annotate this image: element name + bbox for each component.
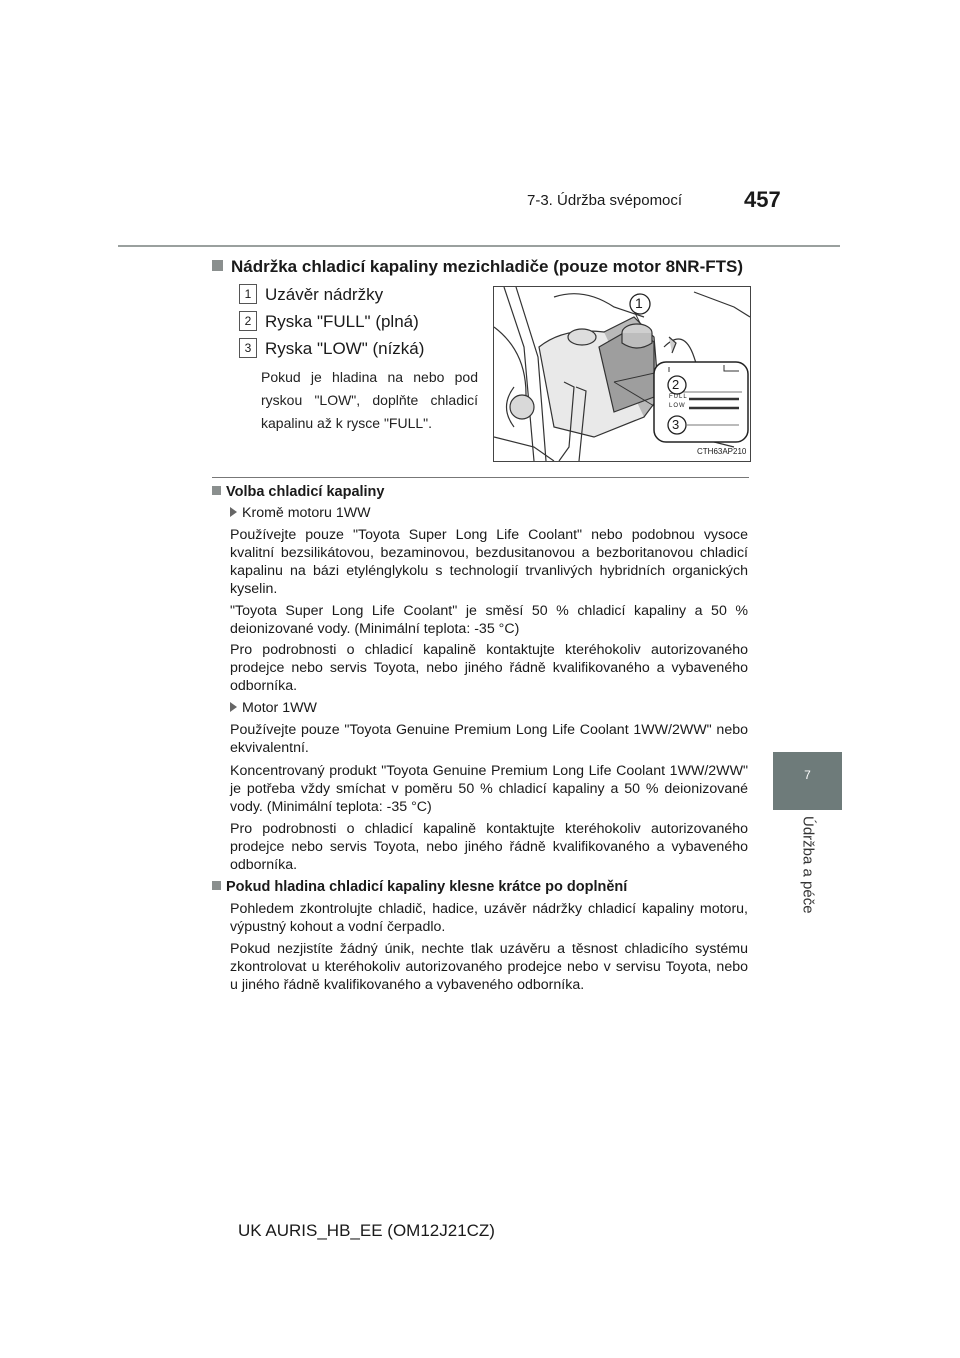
chapter-tab-number: 7 — [804, 768, 811, 782]
running-header-section: 7-3. Údržba svépomocí — [527, 192, 683, 209]
square-bullet-icon — [212, 486, 221, 495]
legend-item-2 — [239, 311, 419, 332]
legend-label-2: Ryska "FULL" (plná) — [265, 312, 419, 331]
legend-number-2: 2 — [239, 311, 257, 331]
chapter-tab-label: Údržba a péče — [799, 816, 816, 914]
level-drop-heading: Pokud hladina chladicí kapaliny klesne krátce po doplnění — [212, 879, 627, 895]
legend-item-3 — [239, 338, 424, 359]
legend-number-3: 3 — [239, 338, 257, 358]
figure-callout-2: 2 — [672, 377, 680, 392]
case1-label: Kromě motoru 1WW — [230, 505, 371, 521]
square-bullet-icon — [212, 881, 221, 890]
level-drop-paragraph-2: Pokud nezjistíte žádný únik, nechte tlak uzávěru a těsnost chladicího systému zkontrolovat u kteréhokoliv autorizovaného prodejce nebo v servisu Toyota, nebo u jiného řádně kvalifikovaného a vybaveného odborníka. — [230, 941, 748, 993]
case2-label: Motor 1WW — [230, 700, 317, 716]
coolant-choice-heading: Volba chladicí kapaliny — [212, 484, 384, 500]
legend-item-1 — [239, 284, 383, 305]
case1-paragraph-1: Používejte pouze "Toyota Super Long Life Coolant" nebo podobnou vysoce kvalitní bezsilikátovou, bezaminovou, bezdusitanovou a bezboritanovou chladicí kapalinu na bázi etylénglykolu s technologií trvanlivých hybridních organických kyselin. — [230, 527, 748, 597]
legend-label-3: Ryska "LOW" (nízká) — [265, 339, 425, 358]
case2-paragraph-2: Koncentrovaný produkt "Toyota Genuine Premium Long Life Coolant 1WW/2WW" je potřeba vždy smíchat v poměru 50 % chladicí kapaliny a 50 % deionizované vody. (Minimální teplota: -35 °C) — [230, 763, 748, 815]
legend-label-1: Uzávěr nádržky — [265, 285, 384, 304]
figure-code: CTH63AP210 — [697, 447, 747, 456]
case1-paragraph-3: Pro podrobnosti o chladicí kapalině kontaktujte kteréhokoliv autorizovaného prodejce nebo servis Toyota, nebo jiného řádně kvalifikovaného a vybaveného odborníka. — [230, 642, 748, 694]
chapter-tab-label-wrap — [770, 816, 845, 1086]
legend-number-1: 1 — [239, 284, 257, 304]
header-rule — [118, 245, 840, 247]
coolant-reservoir-figure — [493, 286, 751, 462]
figure-callout-3: 3 — [672, 417, 680, 432]
square-bullet-icon — [212, 260, 223, 271]
section-title — [212, 257, 743, 277]
triangle-bullet-icon — [230, 507, 237, 517]
legend-note: Pokud je hladina na nebo pod ryskou "LOW", doplňte chladicí kapalinu až k rysce "FULL". — [261, 369, 478, 431]
level-drop-paragraph-1: Pohledem zkontrolujte chladič, hadice, uzávěr nádržky chladicí kapaliny motoru, výpustný kohout a vodní čerpadlo. — [230, 901, 748, 935]
case2-paragraph-3: Pro podrobnosti o chladicí kapalině kontaktujte kteréhokoliv autorizovaného prodejce nebo servis Toyota, nebo jiného řádně kvalifikovaného a vybaveného odborníka. — [230, 821, 748, 873]
section-title-text: Nádržka chladicí kapaliny mezichladiče (pouze motor 8NR-FTS) — [231, 257, 744, 276]
figure-callout-1: 1 — [635, 295, 643, 311]
figure-low-mark: LOW — [669, 403, 686, 409]
triangle-bullet-icon — [230, 702, 237, 712]
engine-bay-illustration — [494, 287, 750, 461]
figure-full-mark: FULL — [669, 394, 688, 400]
footer-model-code: UK AURIS_HB_EE (OM12J21CZ) — [238, 1221, 495, 1240]
page-number: 457 — [744, 187, 781, 212]
section-separator — [212, 477, 749, 478]
case2-paragraph-1: Používejte pouze "Toyota Genuine Premium Long Life Coolant 1WW/2WW" nebo ekvivalentní. — [230, 722, 748, 756]
case1-paragraph-2: "Toyota Super Long Life Coolant" je směsí 50 % chladicí kapaliny a 50 % deionizované vody. (Minimální teplota: -35 °C) — [230, 603, 748, 637]
